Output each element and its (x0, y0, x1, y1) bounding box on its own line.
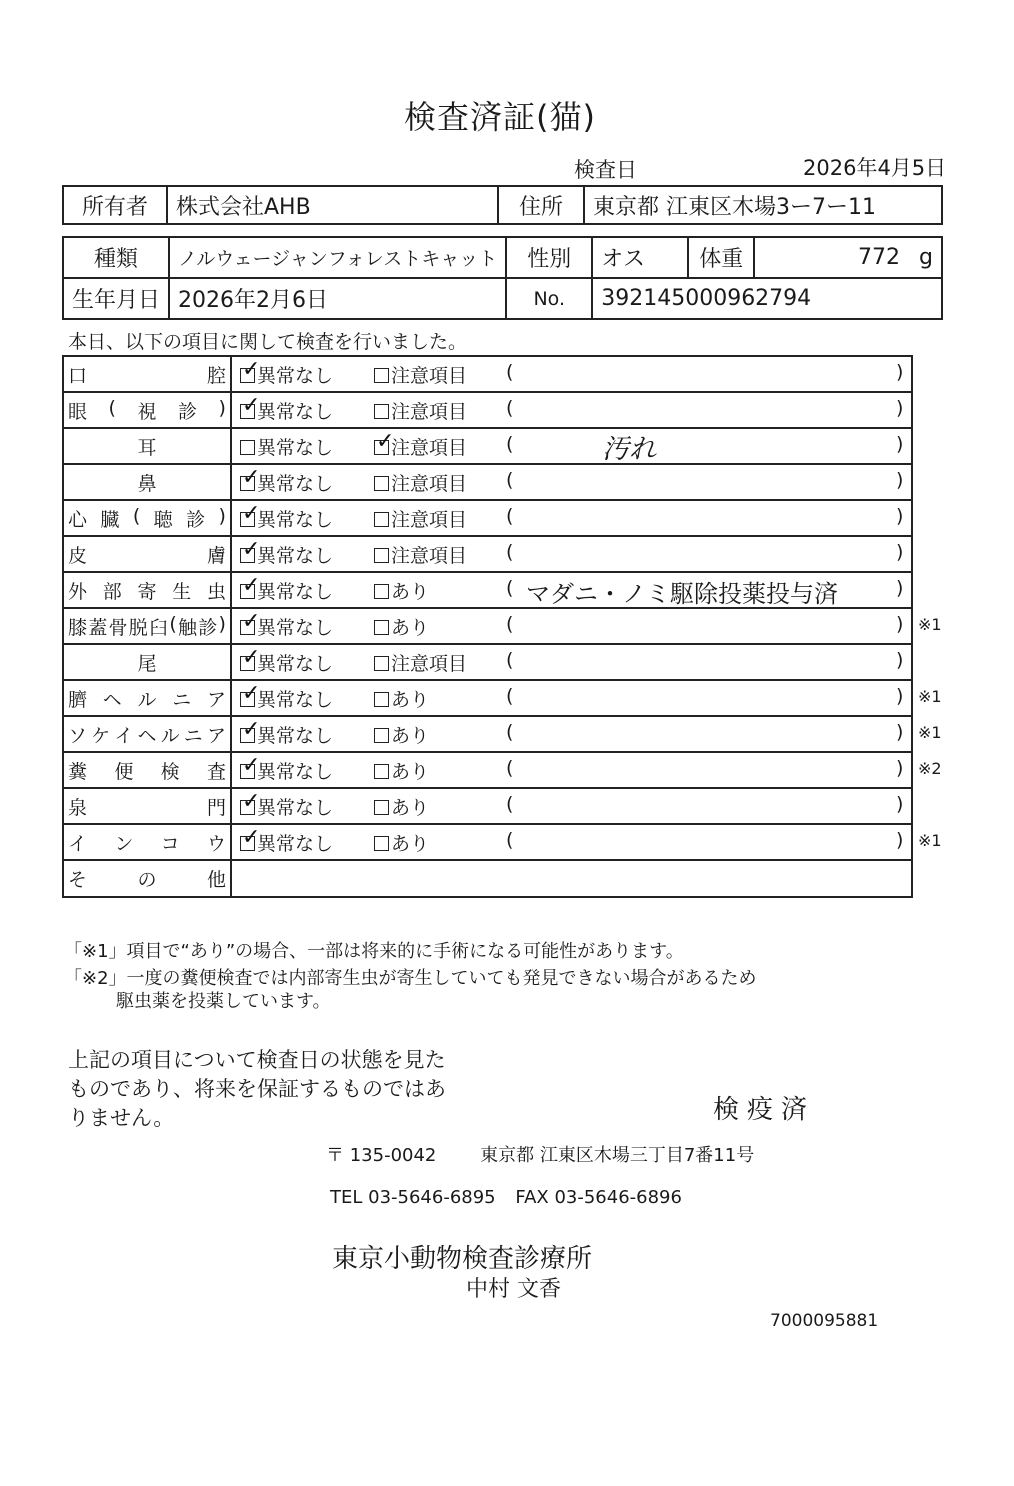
exam-item-char: ( (132, 504, 141, 527)
exam-item-name (64, 793, 230, 820)
street-address: 東京都 江東区木場三丁目7番11号 (480, 1145, 755, 1166)
checkmark-icon: ✓ (242, 681, 261, 706)
exam-item-name: 鼻 (137, 472, 157, 495)
exam-item-result (231, 788, 912, 824)
caution-checkbox[interactable] (374, 512, 389, 527)
exam-item-char: 眼 (68, 400, 88, 423)
dob-value: 2026年2月6日 (169, 278, 506, 319)
normal-checkbox[interactable] (240, 645, 261, 671)
caution-option[interactable] (374, 721, 429, 748)
exam-item-char: 聴 (153, 508, 173, 531)
exam-item-char: 蓋 (88, 616, 108, 639)
caution-label: 注意項目 (391, 401, 468, 423)
other-notes[interactable] (231, 860, 912, 897)
exam-item-char: ニ (172, 688, 192, 711)
exam-item-char: 口 (68, 364, 88, 387)
clinic-address (326, 1141, 754, 1167)
caution-label: 注意項目 (391, 545, 468, 567)
normal-option[interactable] (240, 433, 333, 460)
exam-item-char: ケ (91, 724, 111, 747)
note-close-paren: ) (896, 793, 904, 815)
exam-item-label (63, 680, 231, 716)
normal-label: 異常なし (257, 365, 334, 387)
normal-checkbox[interactable] (240, 465, 261, 491)
note-close-paren: ) (896, 505, 904, 527)
normal-option[interactable] (240, 609, 334, 640)
exam-items-table (62, 355, 913, 898)
note-open-paren: ( (506, 721, 514, 743)
checkmark-icon: ✓ (242, 609, 261, 634)
exam-item-name (64, 757, 230, 784)
tel-number: TEL 03-5646-6895 (330, 1187, 496, 1208)
exam-item-char: 門 (206, 796, 226, 819)
caution-label: 注意項目 (391, 365, 468, 387)
caution-option[interactable] (374, 361, 467, 388)
normal-label: 異常なし (257, 617, 334, 639)
note-close-paren: ) (896, 685, 904, 707)
exam-row (63, 356, 912, 392)
exam-item-result (231, 608, 912, 644)
caution-label: 注意項目 (391, 509, 468, 531)
caution-option[interactable] (374, 685, 429, 712)
exam-item-label (63, 644, 231, 680)
note-close-paren: ) (896, 649, 904, 671)
exam-item-label (63, 824, 231, 860)
exam-item-char: ヘ (102, 688, 122, 711)
exam-item-char: 心 (68, 508, 88, 531)
exam-item-char: ヘ (137, 724, 157, 747)
normal-option[interactable] (240, 789, 334, 820)
normal-label: 異常なし (257, 437, 334, 459)
exam-item-char: 膚 (206, 544, 226, 567)
note-close-paren: ) (896, 829, 904, 851)
document-title: 検査済証(猫) (404, 98, 596, 136)
normal-label: 異常なし (257, 725, 334, 747)
caution-checkbox[interactable] (374, 656, 389, 671)
breed-value: ノルウェージャンフォレストキャット (169, 237, 506, 278)
exam-item-char: 生 (172, 580, 192, 603)
exam-row (63, 644, 912, 680)
note-close-paren: ) (896, 361, 904, 383)
caution-label: あり (391, 689, 430, 711)
exam-item-char: 泉 (68, 796, 88, 819)
exam-item-label (63, 428, 231, 464)
exam-item-label (63, 860, 231, 897)
caution-checkbox[interactable] (374, 584, 389, 599)
caution-checkbox[interactable] (374, 692, 389, 707)
exam-item-char: 臓 (100, 508, 120, 531)
caution-checkbox[interactable] (374, 476, 389, 491)
footnote-marker: ※1 (918, 723, 942, 742)
note-close-paren: ) (896, 433, 904, 455)
exam-item-char: 外 (68, 580, 88, 603)
exam-item-label (63, 752, 231, 788)
exam-item-char: 虫 (206, 580, 226, 603)
exam-row (63, 572, 912, 608)
clinic-name: 東京小動物検査診療所 (332, 1244, 593, 1274)
normal-option[interactable] (240, 573, 334, 604)
exam-item-char: ウ (206, 832, 226, 855)
note-open-paren: ( (506, 613, 514, 635)
exam-item-char: 査 (206, 760, 226, 783)
exam-item-char: ( (108, 396, 116, 419)
normal-label: 異常なし (257, 509, 334, 531)
normal-label: 異常なし (257, 761, 334, 783)
exam-item-name (64, 577, 230, 604)
normal-option[interactable] (240, 357, 334, 388)
caution-option[interactable] (374, 649, 467, 676)
normal-label: 異常なし (257, 581, 334, 603)
note-open-paren: ( (506, 397, 514, 419)
dob-label: 生年月日 (63, 278, 169, 319)
sex-value: オス (592, 237, 688, 278)
caution-label: あり (391, 617, 430, 639)
normal-checkbox[interactable] (240, 717, 261, 743)
weight-unit: g (919, 245, 933, 270)
normal-option[interactable] (240, 645, 334, 676)
exam-item-char: 腔 (206, 364, 226, 387)
exam-item-result (231, 500, 912, 536)
note-open-paren: ( (506, 361, 514, 383)
note-open-paren: ( (506, 829, 514, 851)
sex-label: 性別 (506, 237, 592, 278)
quarantine-stamp: 検疫済 (713, 1095, 816, 1125)
checkmark-icon: ✓ (242, 645, 261, 670)
exam-row (63, 500, 912, 536)
note-close-paren: ) (896, 469, 904, 491)
exam-note: マダニ・ノミ駆除投薬投与済 (526, 580, 838, 608)
exam-item-label (63, 716, 231, 752)
owner-label: 所有者 (63, 186, 167, 224)
checkmark-icon: ✓ (376, 429, 395, 454)
exam-item-char: ア (206, 688, 226, 711)
caution-checkbox[interactable] (374, 728, 389, 743)
caution-label: 注意項目 (391, 653, 468, 675)
exam-row (63, 464, 912, 500)
footnote-2-cont: 駆虫薬を投薬しています。 (116, 991, 331, 1012)
exam-row (63, 824, 912, 860)
checkmark-icon: ✓ (242, 789, 261, 814)
caution-label: 注意項目 (391, 437, 468, 459)
footnote-marker: ※2 (918, 759, 942, 778)
exam-item-char: ( (169, 612, 177, 635)
exam-item-char: ニ (183, 724, 203, 747)
normal-checkbox[interactable] (240, 440, 255, 455)
exam-item-result (231, 356, 912, 392)
checkmark-icon: ✓ (242, 465, 261, 490)
checkmark-icon: ✓ (242, 357, 261, 382)
footnote-1: 「※1」項目で“あり”の場合、一部は将来的に手術になる可能性があります。 (64, 941, 684, 962)
note-open-paren: ( (506, 793, 514, 815)
note-open-paren: ( (506, 469, 514, 491)
normal-option[interactable] (240, 753, 334, 784)
normal-option[interactable] (240, 537, 334, 568)
exam-item-char: 臼 (149, 616, 169, 639)
exam-item-label (63, 608, 231, 644)
intro-text: 本日、以下の項目に関して検査を行いました。 (68, 331, 468, 353)
footnote-marker: ※1 (918, 615, 942, 634)
note-open-paren: ( (506, 577, 514, 599)
note-open-paren: ( (506, 757, 514, 779)
weight-cell (754, 237, 942, 278)
normal-label: 異常なし (257, 797, 334, 819)
exam-item-char: ル (137, 688, 157, 711)
exam-date: 2026年4月5日 (803, 156, 947, 180)
normal-checkbox[interactable] (240, 573, 261, 599)
exam-row (63, 608, 912, 644)
caution-option[interactable] (374, 793, 429, 820)
caution-label: あり (391, 725, 430, 747)
animal-table (62, 236, 943, 320)
exam-item-result (231, 752, 912, 788)
postal-code: 〒 135-0042 (326, 1145, 437, 1166)
normal-option[interactable] (240, 393, 334, 424)
caution-checkbox[interactable] (374, 548, 389, 563)
normal-checkbox[interactable] (240, 753, 261, 779)
normal-checkbox[interactable] (240, 789, 261, 815)
normal-checkbox[interactable] (240, 357, 261, 383)
note-open-paren: ( (506, 649, 514, 671)
breed-label: 種類 (63, 237, 169, 278)
normal-label: 異常なし (257, 473, 334, 495)
contact-line (330, 1187, 682, 1208)
footnote-marker: ※1 (918, 687, 942, 706)
exam-item-result (231, 716, 912, 752)
caution-option[interactable] (374, 505, 467, 532)
caution-label: 注意項目 (391, 473, 468, 495)
caution-checkbox[interactable] (374, 764, 389, 779)
normal-label: 異常なし (257, 401, 334, 423)
exam-item-char: 診 (178, 400, 198, 423)
exam-row (63, 752, 912, 788)
exam-item-char: ア (206, 724, 226, 747)
caution-checkbox[interactable] (374, 620, 389, 635)
exam-item-char: 脱 (128, 616, 148, 639)
exam-item-char: ソ (68, 724, 88, 747)
caution-label: あり (391, 581, 430, 603)
exam-item-char: ) (218, 396, 226, 419)
exam-item-char: 診 (186, 508, 206, 531)
note-open-paren: ( (506, 685, 514, 707)
normal-option[interactable] (240, 825, 334, 856)
checkmark-icon: ✓ (242, 501, 261, 526)
caution-option[interactable] (374, 757, 429, 784)
fax-number: FAX 03-5646-6896 (515, 1187, 682, 1208)
no-label: No. (506, 278, 592, 319)
caution-checkbox[interactable] (374, 836, 389, 851)
serial-number: 7000095881 (770, 1311, 879, 1331)
exam-date-label: 検査日 (574, 158, 637, 182)
note-close-paren: ) (896, 577, 904, 599)
normal-checkbox[interactable] (240, 537, 261, 563)
exam-item-char: 視 (137, 400, 157, 423)
note-close-paren: ) (896, 721, 904, 743)
exam-item-label (63, 392, 231, 428)
exam-item-char: ) (218, 504, 226, 527)
exam-item-result (231, 572, 912, 608)
note-close-paren: ) (896, 757, 904, 779)
exam-row-other (63, 860, 912, 897)
note-open-paren: ( (506, 541, 514, 563)
exam-item-label (63, 536, 231, 572)
exam-item-result (231, 536, 912, 572)
note-close-paren: ) (896, 541, 904, 563)
exam-note: 汚れ (602, 434, 656, 465)
exam-item-char: 便 (114, 760, 134, 783)
normal-checkbox[interactable] (240, 501, 261, 527)
note-open-paren: ( (506, 433, 514, 455)
exam-item-char: 検 (160, 760, 180, 783)
exam-item-label (63, 572, 231, 608)
caution-option[interactable] (374, 469, 467, 496)
exam-row (63, 716, 912, 752)
other-label (64, 865, 230, 892)
caution-option[interactable] (374, 429, 468, 460)
exam-item-name (64, 721, 230, 748)
no-value: 392145000962794 (592, 278, 942, 319)
checkmark-icon: ✓ (242, 537, 261, 562)
checkmark-icon: ✓ (242, 717, 261, 742)
exam-item-result (231, 392, 912, 428)
exam-item-label (63, 788, 231, 824)
disclaimer-text: 上記の項目について検査日の状態を見たものであり、将来を保証するものではありません。 (68, 1048, 446, 1130)
caution-label: あり (391, 833, 430, 855)
exam-row (63, 788, 912, 824)
normal-option[interactable] (240, 717, 334, 748)
caution-checkbox[interactable] (374, 404, 389, 419)
caution-checkbox[interactable] (374, 429, 395, 455)
exam-item-char: コ (160, 832, 180, 855)
caution-option[interactable] (374, 829, 429, 856)
exam-item-char: 触 (178, 616, 198, 639)
exam-item-name (64, 397, 230, 424)
caution-option[interactable] (374, 397, 467, 424)
normal-checkbox[interactable] (240, 681, 261, 707)
exam-item-char: そ (68, 869, 88, 891)
exam-item-name (64, 829, 230, 856)
caution-label: あり (391, 797, 430, 819)
exam-row (63, 680, 912, 716)
normal-checkbox[interactable] (240, 825, 261, 851)
exam-item-label (63, 500, 231, 536)
caution-checkbox[interactable] (374, 368, 389, 383)
exam-item-char: イ (114, 724, 134, 747)
owner-table (62, 185, 943, 225)
checkmark-icon: ✓ (242, 753, 261, 778)
address-value: 東京都 江東区木場3ー7ー11 (584, 186, 942, 224)
normal-option[interactable] (240, 501, 334, 532)
normal-checkbox[interactable] (240, 609, 261, 635)
exam-item-char: 皮 (68, 544, 88, 567)
exam-item-name (64, 505, 230, 532)
caution-option[interactable] (374, 541, 467, 568)
exam-item-char: 他 (206, 869, 226, 891)
exam-item-name (64, 613, 230, 640)
exam-row (63, 392, 912, 428)
footnote-marker: ※1 (918, 831, 942, 850)
exam-item-char: 骨 (108, 616, 128, 639)
owner-value: 株式会社AHB (167, 186, 498, 224)
normal-label: 異常なし (257, 653, 334, 675)
note-open-paren: ( (506, 505, 514, 527)
exam-item-char: 診 (198, 616, 218, 639)
exam-item-result (231, 680, 912, 716)
exam-item-char: 臍 (68, 688, 88, 711)
exam-item-result (231, 464, 912, 500)
exam-item-name (64, 685, 230, 712)
normal-option[interactable] (240, 465, 334, 496)
exam-item-char: の (137, 869, 157, 891)
exam-item-char: 寄 (137, 580, 157, 603)
caution-checkbox[interactable] (374, 800, 389, 815)
exam-item-name (64, 541, 230, 568)
exam-item-label (63, 356, 231, 392)
exam-item-name (64, 361, 230, 388)
exam-row (63, 536, 912, 572)
exam-item-char: 部 (102, 580, 122, 603)
checkmark-icon: ✓ (242, 573, 261, 598)
exam-item-result (231, 824, 912, 860)
note-close-paren: ) (896, 613, 904, 635)
exam-item-name: 尾 (137, 652, 157, 675)
normal-label: 異常なし (257, 689, 334, 711)
weight-label: 体重 (688, 237, 754, 278)
exam-item-char: ) (218, 612, 226, 635)
exam-item-name: 耳 (137, 436, 157, 459)
exam-item-char: 糞 (68, 760, 88, 783)
normal-label: 異常なし (257, 545, 334, 567)
caution-option[interactable] (374, 577, 429, 604)
address-label: 住所 (498, 186, 584, 224)
exam-item-label (63, 464, 231, 500)
footnote-2: 「※2」一度の糞便検査では内部寄生虫が寄生していても発見できない場合があるため (64, 968, 757, 989)
normal-label: 異常なし (257, 833, 334, 855)
exam-item-result (231, 644, 912, 680)
exam-item-char: ン (114, 832, 134, 855)
exam-item-result (231, 428, 912, 464)
normal-checkbox[interactable] (240, 393, 261, 419)
checkmark-icon: ✓ (242, 393, 261, 418)
exam-row (63, 428, 912, 464)
caution-label: あり (391, 761, 430, 783)
normal-option[interactable] (240, 681, 334, 712)
checkmark-icon: ✓ (242, 825, 261, 850)
exam-item-char: 膝 (68, 616, 88, 639)
weight-value: 772 (858, 245, 901, 270)
veterinarian-name: 中村 文香 (466, 1277, 561, 1302)
caution-option[interactable] (374, 613, 429, 640)
note-close-paren: ) (896, 397, 904, 419)
exam-item-char: ル (160, 724, 180, 747)
exam-item-char: イ (68, 832, 88, 855)
